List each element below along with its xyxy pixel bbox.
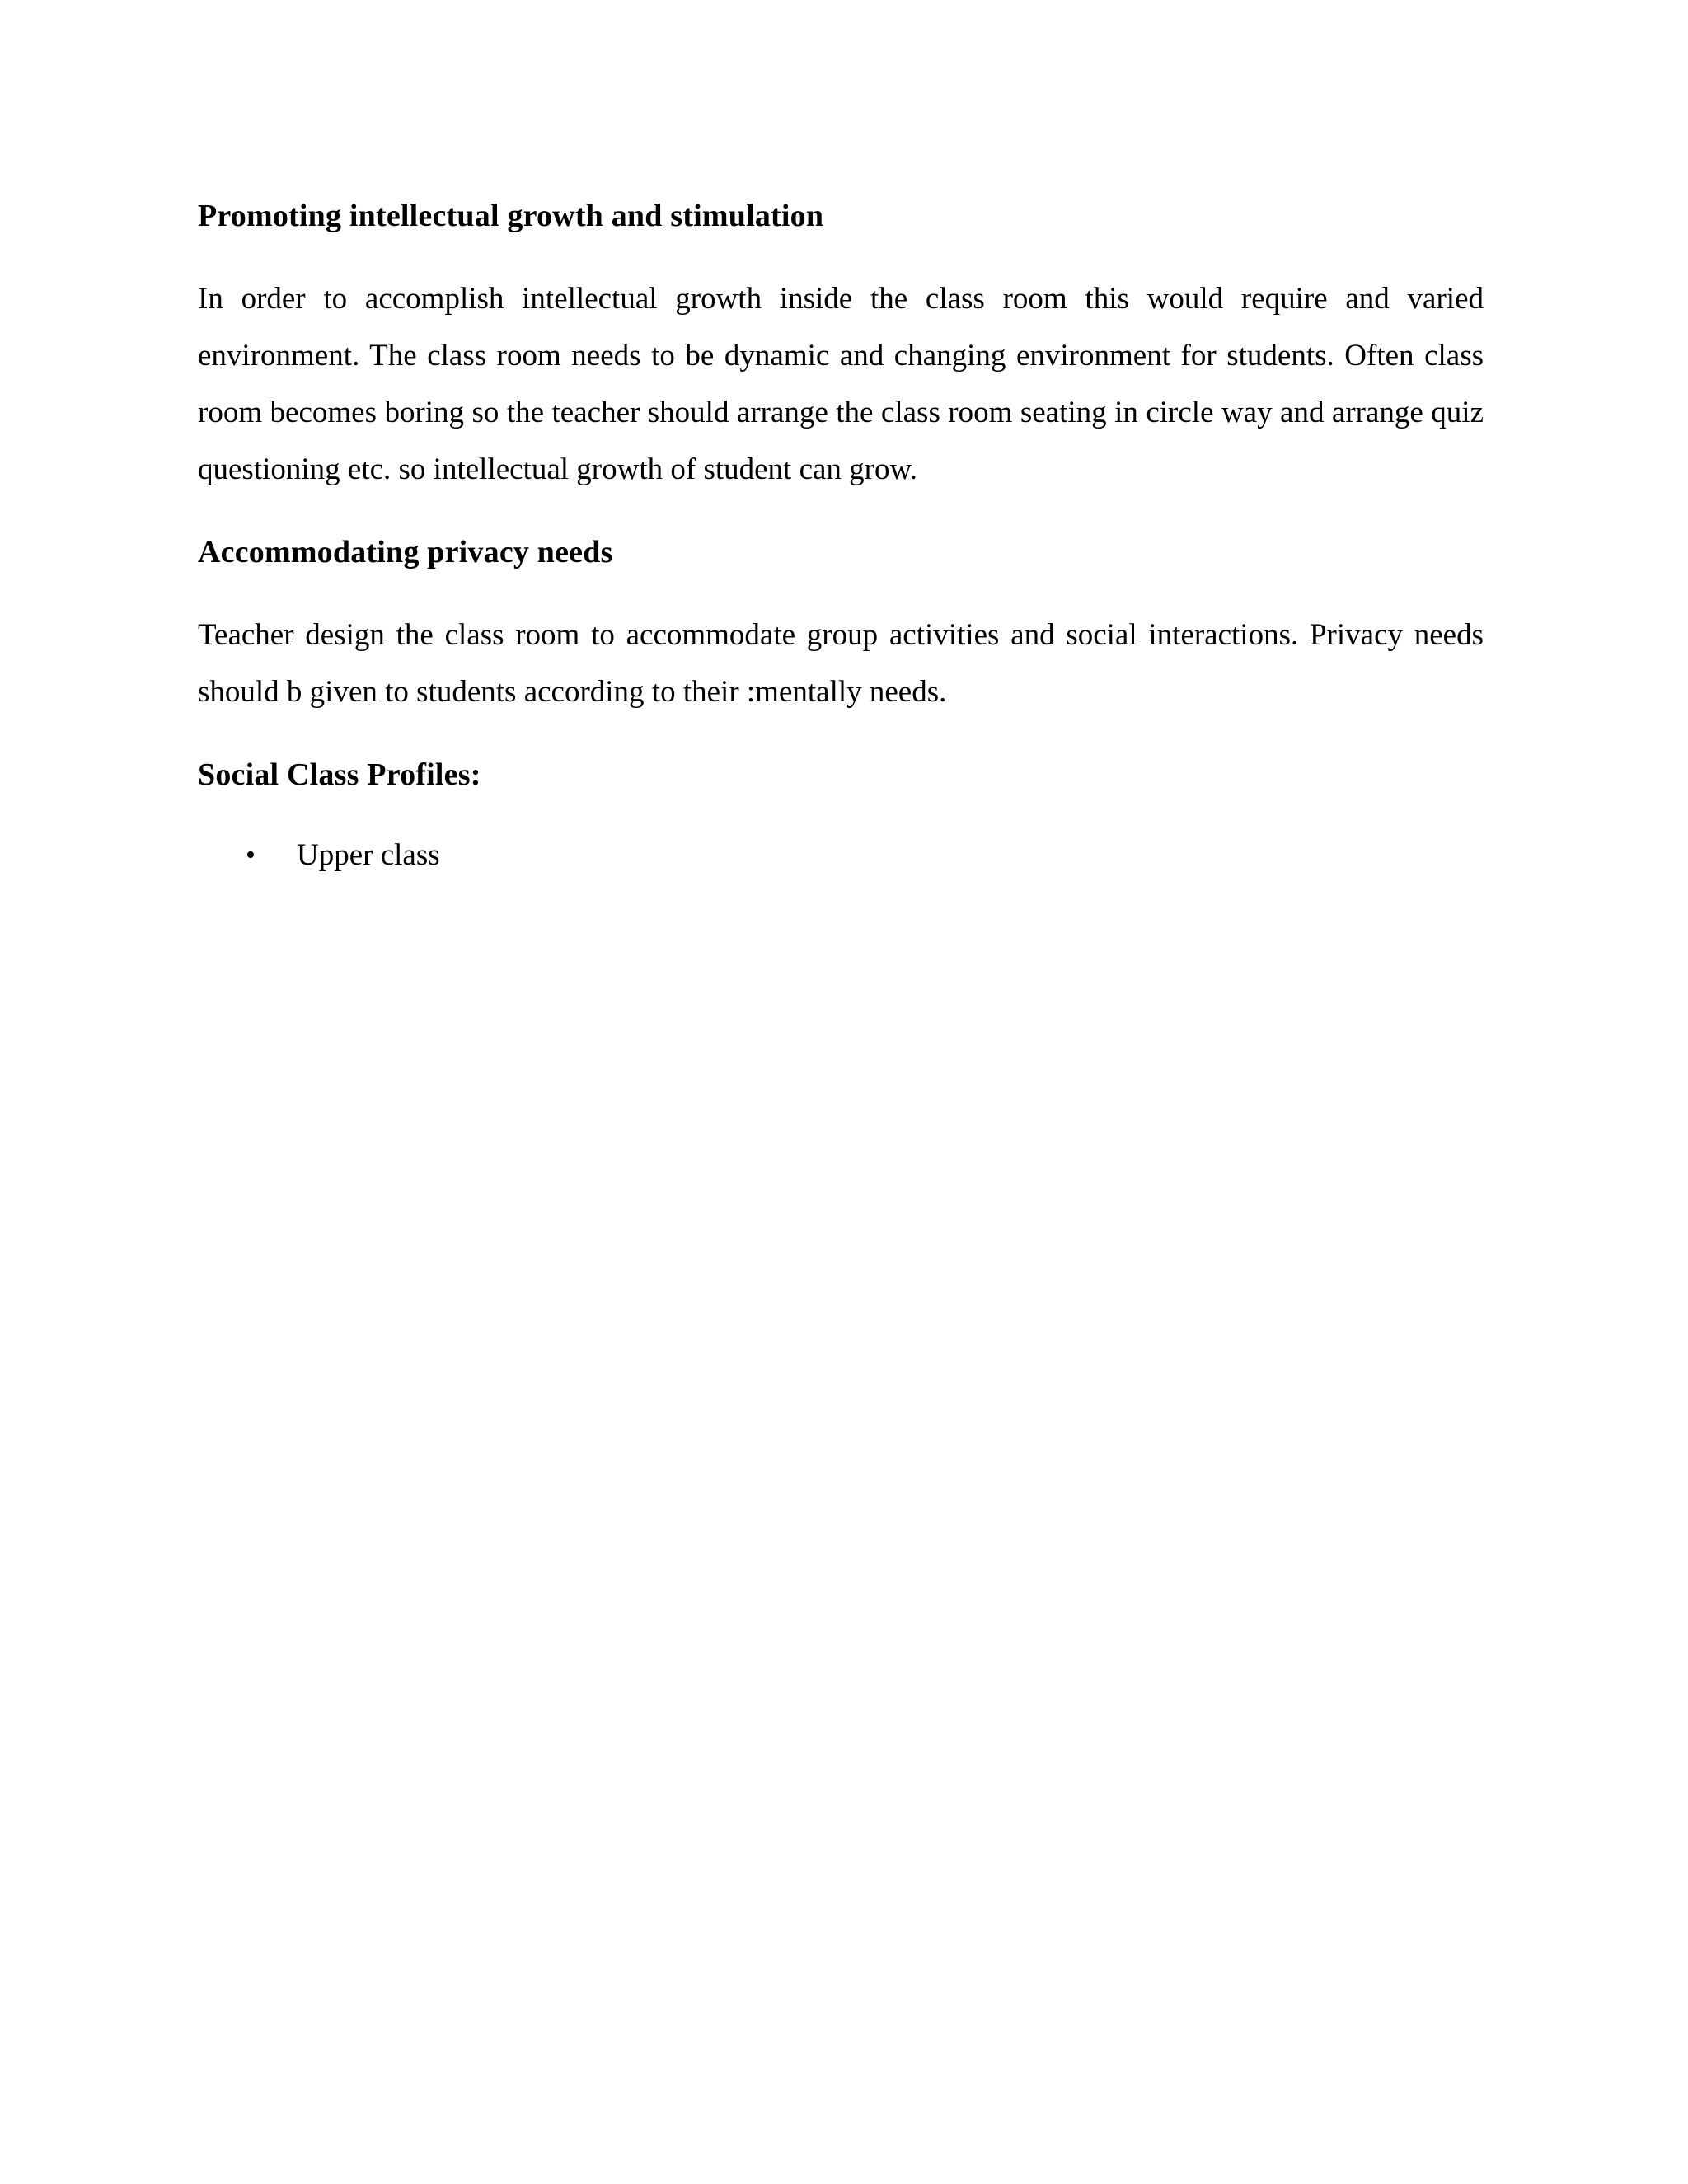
paragraph-privacy-needs: Teacher design the class room to accommodate group activities and social interactions. Privacy needs should b given to students according to their :mentally needs. bbox=[198, 618, 1484, 709]
section-heading-social-class-profiles: Social Class Profiles: bbox=[198, 757, 481, 792]
list-item-text: Upper class bbox=[297, 838, 440, 872]
section-heading-privacy-needs: Accommodating privacy needs bbox=[198, 535, 613, 569]
section-heading-intellectual-growth: Promoting intellectual growth and stimulation bbox=[198, 199, 824, 233]
list-item bbox=[198, 829, 1484, 882]
bullet-icon: • bbox=[246, 840, 256, 870]
social-class-list bbox=[198, 829, 1484, 882]
paragraph-intellectual-growth: In order to accomplish intellectual growth inside the class room this would require and varied environment. The class room needs to be dynamic and changing environment for students. Often class room becomes boring so the teacher should arrange the class room seating in circle way and arrange quiz questioning etc. so intellectual growth of student can grow. bbox=[198, 282, 1484, 486]
document-body bbox=[198, 190, 1484, 882]
